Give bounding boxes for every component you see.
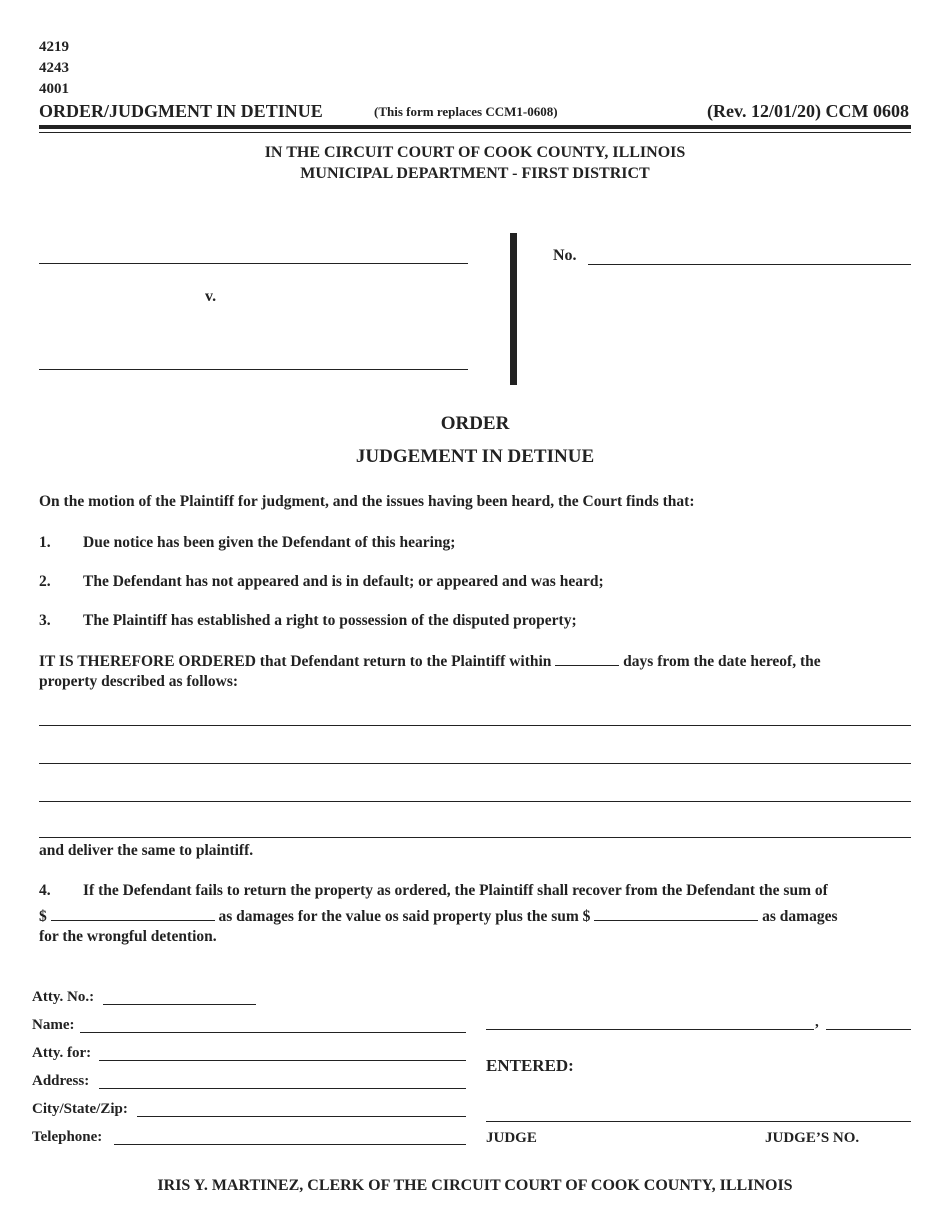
atty-no-label: Atty. No.: [32, 989, 95, 1005]
case-number-field[interactable] [588, 264, 911, 265]
address-label: Address: [32, 1073, 90, 1089]
header-rule-thick [39, 125, 911, 129]
name-field[interactable] [80, 1032, 466, 1033]
header-rule-thin [39, 132, 911, 133]
item4-text: If the Defendant fails to return the property as ordered, the Plaintiff shall recover from the Defendant the sum of [83, 882, 828, 899]
court-name: IN THE CIRCUIT COURT OF COOK COUNTY, ILLINOIS [264, 144, 686, 161]
property-description-line[interactable] [39, 801, 911, 802]
ordered-text: IT IS THEREFORE ORDERED that Defendant return to the Plaintiff within [39, 653, 552, 670]
finding-text: The Plaintiff has established a right to possession of the disputed property; [83, 612, 577, 629]
order-subtitle: JUDGEMENT IN DETINUE [355, 446, 595, 467]
entered-date-field[interactable] [486, 1029, 814, 1030]
property-description-line[interactable] [39, 763, 911, 764]
form-codes [39, 37, 69, 100]
form-title: ORDER/JUDGMENT IN DETINUE [39, 101, 323, 121]
finding-text: Due notice has been given the Defendant of this hearing; [83, 534, 456, 551]
form-code: 4243 [39, 60, 69, 76]
city-state-zip-field[interactable] [137, 1116, 466, 1117]
dollar-sign: $ [39, 908, 47, 925]
judge-number-label: JUDGE’S NO. [765, 1130, 860, 1146]
order-intro: On the motion of the Plaintiff for judgment, and the issues having been heard, the Court finds that: [39, 493, 695, 510]
city-state-zip-label: City/State/Zip: [32, 1101, 128, 1117]
atty-for-field[interactable] [99, 1060, 466, 1061]
versus-label: v. [205, 288, 217, 305]
defendant-field[interactable] [39, 369, 468, 370]
days-field[interactable] [555, 651, 619, 666]
revision-label: (Rev. 12/01/20) CCM 0608 [707, 101, 909, 121]
judge-label: JUDGE [486, 1130, 537, 1146]
entered-year-field[interactable] [826, 1029, 911, 1030]
replaces-note: (This form replaces CCM1-0608) [374, 104, 558, 119]
atty-for-label: Atty. for: [32, 1045, 92, 1061]
property-described-label: property described as follows: [39, 673, 239, 690]
finding-number: 1. [39, 534, 51, 551]
form-code: 4001 [39, 81, 69, 97]
deliver-clause: and deliver the same to plaintiff. [39, 842, 254, 859]
telephone-field[interactable] [114, 1144, 466, 1145]
plaintiff-field[interactable] [39, 263, 468, 264]
caption-divider [510, 233, 517, 385]
damages-value-field[interactable] [51, 906, 215, 921]
judge-signature-field[interactable] [486, 1121, 911, 1122]
address-field[interactable] [99, 1088, 466, 1089]
case-number-label: No. [553, 247, 577, 264]
date-comma: , [815, 1014, 819, 1030]
form-code: 4219 [39, 39, 69, 55]
damages-line [39, 906, 838, 926]
ordered-clause [39, 651, 821, 671]
court-department: MUNICIPAL DEPARTMENT - FIRST DISTRICT [300, 165, 650, 182]
entered-label: ENTERED: [486, 1056, 574, 1075]
property-description-line[interactable] [39, 837, 911, 838]
property-description-line[interactable] [39, 725, 911, 726]
ordered-text-cont: days from the date hereof, the [623, 653, 821, 670]
atty-no-field[interactable] [103, 1004, 256, 1005]
damages-text-end: as damages [762, 908, 838, 925]
damages-text: as damages for the value os said property plus the sum $ [218, 908, 591, 925]
finding-text: The Defendant has not appeared and is in default; or appeared and was heard; [83, 573, 604, 590]
item4-number: 4. [39, 882, 51, 899]
clerk-footer: IRIS Y. MARTINEZ, CLERK OF THE CIRCUIT COURT OF COOK COUNTY, ILLINOIS [157, 1177, 793, 1194]
telephone-label: Telephone: [32, 1129, 103, 1145]
wrongful-detention-field[interactable] [594, 906, 758, 921]
finding-number: 2. [39, 573, 51, 590]
finding-number: 3. [39, 612, 51, 629]
name-label: Name: [32, 1017, 75, 1033]
wrongful-detention-text: for the wrongful detention. [39, 928, 217, 945]
order-title: ORDER [440, 413, 510, 434]
